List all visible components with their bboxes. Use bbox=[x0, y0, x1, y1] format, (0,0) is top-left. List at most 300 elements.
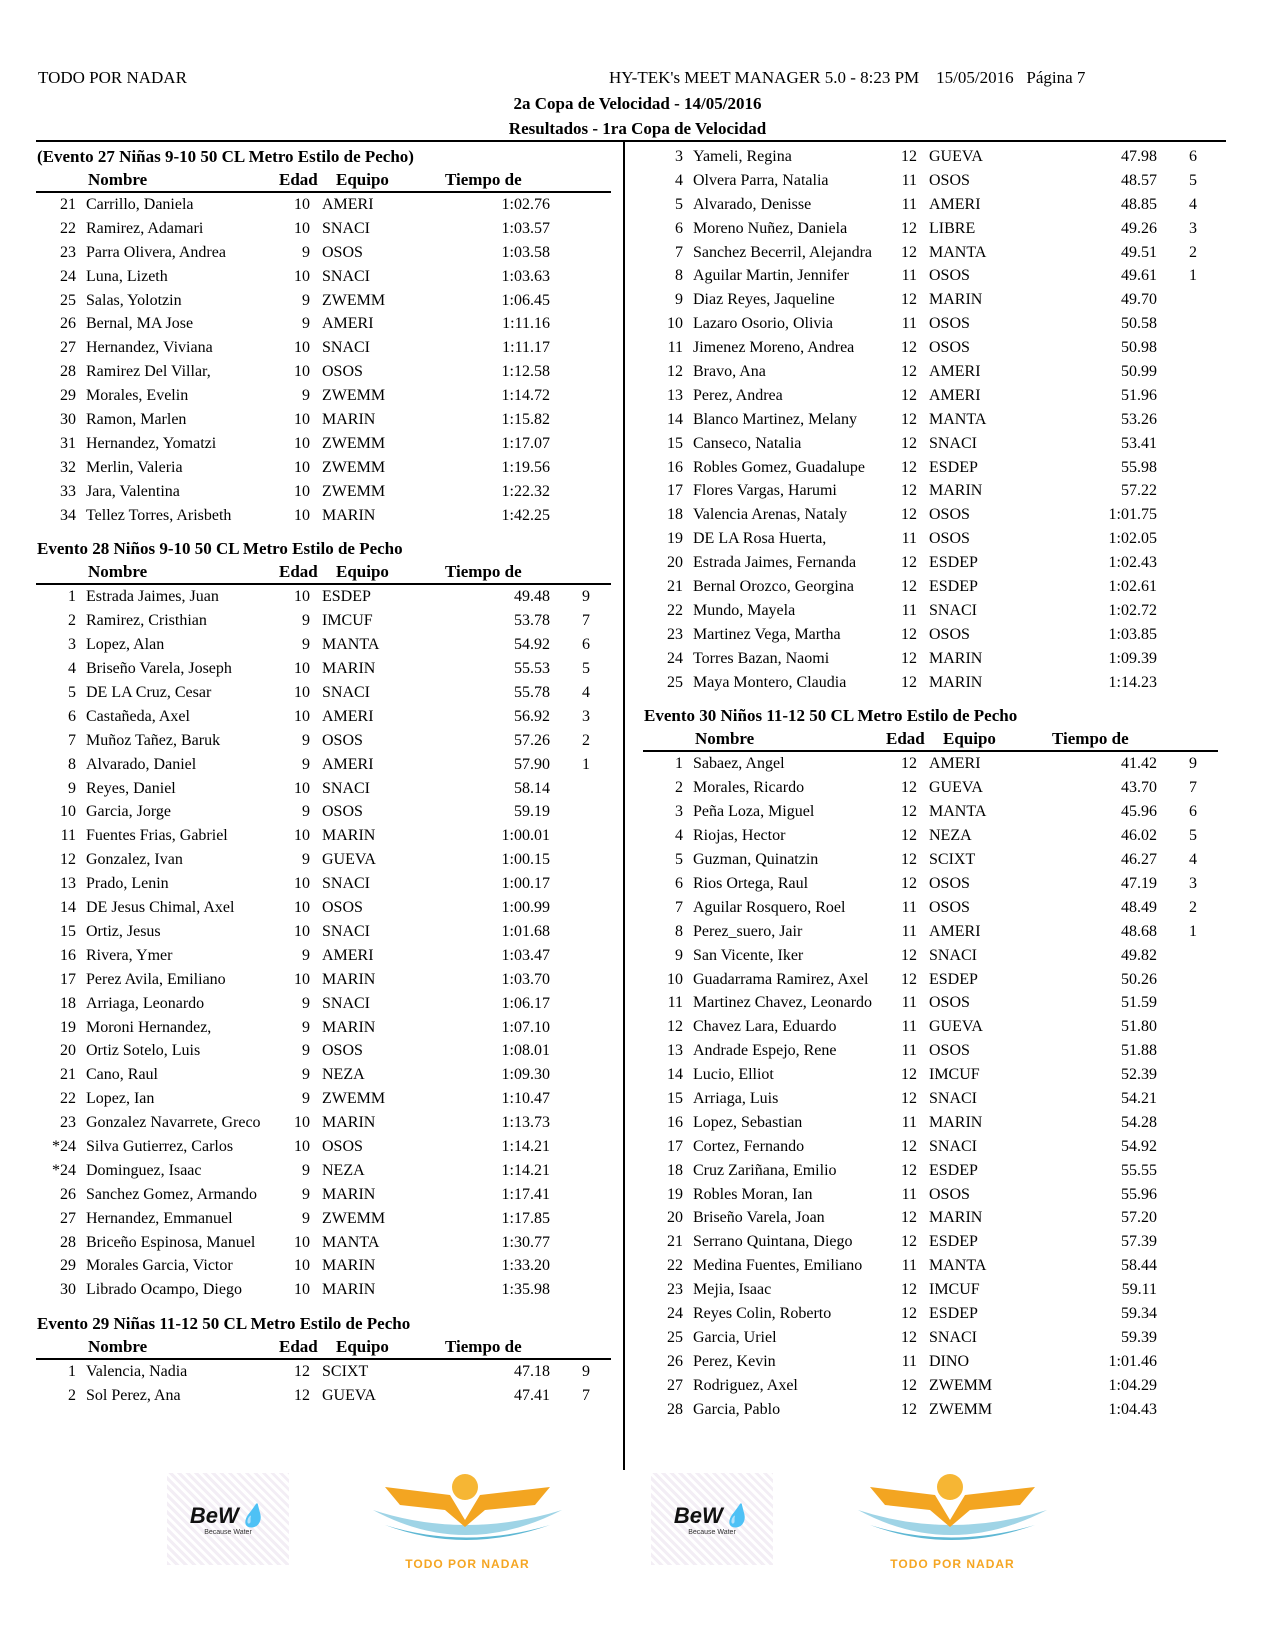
team: ZWEMM bbox=[929, 1400, 993, 1418]
time: 1:42.25 bbox=[501, 506, 550, 524]
swimmer-name: Diaz Reyes, Jaqueline bbox=[693, 291, 835, 309]
result-row bbox=[36, 456, 611, 480]
result-row bbox=[36, 1135, 611, 1159]
time: 47.19 bbox=[1121, 874, 1157, 892]
team: MARIN bbox=[929, 1113, 983, 1131]
team: ESDEP bbox=[929, 458, 978, 476]
result-row bbox=[643, 800, 1218, 824]
place: 21 bbox=[667, 578, 683, 596]
team: NEZA bbox=[322, 1066, 365, 1084]
swimmer-name: Castañeda, Axel bbox=[86, 707, 190, 725]
team: OSOS bbox=[322, 1042, 363, 1060]
time: 1:03.85 bbox=[1108, 625, 1157, 643]
place: 19 bbox=[667, 1185, 683, 1203]
age: 12 bbox=[901, 148, 917, 165]
section-gap bbox=[36, 1302, 611, 1312]
age: 12 bbox=[901, 1137, 917, 1155]
team: SNACI bbox=[929, 1137, 978, 1155]
result-row bbox=[36, 480, 611, 504]
event-section bbox=[36, 145, 611, 527]
age: 11 bbox=[901, 922, 917, 940]
age: 12 bbox=[901, 1281, 917, 1299]
place: 34 bbox=[60, 506, 76, 524]
time: 57.39 bbox=[1121, 1233, 1157, 1251]
place: 1 bbox=[68, 588, 76, 606]
result-row bbox=[643, 1183, 1218, 1207]
swimmer-name: Librado Ocampo, Diego bbox=[86, 1281, 242, 1299]
time: 51.80 bbox=[1121, 1018, 1157, 1036]
team: SNACI bbox=[322, 267, 371, 285]
section-gap bbox=[36, 527, 611, 537]
age: 10 bbox=[294, 779, 310, 797]
age: 9 bbox=[302, 1042, 310, 1060]
place: 20 bbox=[667, 554, 683, 572]
team: OSOS bbox=[322, 899, 363, 917]
swimmer-name: Robles Gomez, Guadalupe bbox=[693, 458, 865, 476]
team: ZWEMM bbox=[322, 458, 386, 476]
section-gap bbox=[643, 694, 1218, 704]
time: 50.58 bbox=[1121, 315, 1157, 333]
age: 12 bbox=[901, 1066, 917, 1084]
team: MANTA bbox=[929, 410, 987, 428]
column-header-tiempo: Tiempo de bbox=[445, 170, 522, 189]
time: 1:04.43 bbox=[1108, 1400, 1157, 1418]
result-row bbox=[643, 527, 1218, 551]
points: 4 bbox=[1189, 195, 1197, 213]
time: 53.41 bbox=[1121, 434, 1157, 452]
swimmer-name: Moroni Hernandez, bbox=[86, 1018, 212, 1036]
place: 24 bbox=[60, 267, 76, 285]
time: 57.22 bbox=[1121, 482, 1157, 500]
time: 59.19 bbox=[514, 803, 550, 821]
points: 7 bbox=[582, 1387, 590, 1405]
top-rule bbox=[36, 140, 1226, 142]
place: 10 bbox=[60, 803, 76, 821]
place: 29 bbox=[60, 1257, 76, 1275]
swimmer-name: Luna, Lizeth bbox=[86, 267, 168, 285]
swimmer-name: Cano, Raul bbox=[86, 1066, 158, 1084]
place: 1 bbox=[68, 1363, 76, 1381]
place: 25 bbox=[667, 673, 683, 691]
result-row bbox=[643, 1111, 1218, 1135]
column-headers bbox=[36, 169, 611, 193]
place: 8 bbox=[68, 755, 76, 773]
result-row bbox=[643, 1374, 1218, 1398]
points: 2 bbox=[1189, 898, 1197, 916]
team: OSOS bbox=[929, 1042, 970, 1060]
result-row bbox=[643, 1326, 1218, 1350]
team: OSOS bbox=[929, 506, 970, 524]
swimmer-name: Prado, Lenin bbox=[86, 875, 169, 893]
club-logo-text: TODO POR NADAR bbox=[890, 1557, 1015, 1571]
time: 1:17.41 bbox=[501, 1185, 550, 1203]
time: 1:02.76 bbox=[501, 196, 550, 213]
team: IMCUF bbox=[929, 1066, 980, 1084]
team: ESDEP bbox=[929, 1304, 978, 1322]
column-header-tiempo: Tiempo de bbox=[445, 562, 522, 582]
place: 6 bbox=[68, 707, 76, 725]
team: ZWEMM bbox=[929, 1376, 993, 1394]
result-row bbox=[36, 896, 611, 920]
time: 1:02.43 bbox=[1108, 554, 1157, 572]
team: OSOS bbox=[929, 994, 970, 1012]
team: OSOS bbox=[929, 1185, 970, 1203]
result-row bbox=[643, 1278, 1218, 1302]
age: 12 bbox=[901, 1328, 917, 1346]
team: AMERI bbox=[322, 315, 374, 333]
result-row bbox=[643, 1230, 1218, 1254]
points: 9 bbox=[582, 1363, 590, 1381]
swimmer-name: Garcia, Jorge bbox=[86, 803, 171, 821]
place: 18 bbox=[667, 1161, 683, 1179]
result-row bbox=[36, 968, 611, 992]
swimmer-name: Salas, Yolotzin bbox=[86, 291, 182, 309]
time: 50.26 bbox=[1121, 970, 1157, 988]
result-row bbox=[36, 1111, 611, 1135]
team: AMERI bbox=[929, 386, 981, 404]
time: 1:35.98 bbox=[501, 1281, 550, 1299]
time: 1:14.21 bbox=[501, 1161, 550, 1179]
club-logo-2 bbox=[850, 1465, 1055, 1575]
swimmer-name: Mundo, Mayela bbox=[693, 601, 796, 619]
place: 21 bbox=[667, 1233, 683, 1251]
points: 9 bbox=[1189, 755, 1197, 773]
time: 1:04.29 bbox=[1108, 1376, 1157, 1394]
result-row bbox=[643, 752, 1218, 776]
event-section bbox=[643, 704, 1218, 1421]
swimmer-name: Ramirez Del Villar, bbox=[86, 363, 211, 381]
swimmer-name: Lopez, Ian bbox=[86, 1090, 155, 1108]
place: 7 bbox=[68, 731, 76, 749]
place: 26 bbox=[667, 1352, 683, 1370]
swimmer-name: Torres Bazan, Naomi bbox=[693, 649, 830, 667]
place: 16 bbox=[667, 458, 683, 476]
column-header-equipo: Equipo bbox=[336, 170, 389, 189]
time: 47.98 bbox=[1121, 148, 1157, 165]
column-headers bbox=[36, 561, 611, 585]
age: 10 bbox=[294, 267, 310, 285]
age: 12 bbox=[901, 458, 917, 476]
place: 13 bbox=[667, 386, 683, 404]
time: 1:14.21 bbox=[501, 1137, 550, 1155]
swimmer-name: Maya Montero, Claudia bbox=[693, 673, 847, 691]
swimmer-name: Gonzalez Navarrete, Greco bbox=[86, 1114, 261, 1132]
swimmer-name: Olvera Parra, Natalia bbox=[693, 171, 829, 189]
place: 16 bbox=[667, 1113, 683, 1131]
time: 58.44 bbox=[1121, 1257, 1157, 1275]
swimmer-name: Aguilar Rosquero, Roel bbox=[693, 898, 846, 916]
time: 48.57 bbox=[1121, 171, 1157, 189]
result-row bbox=[643, 1350, 1218, 1374]
swimmer-name: Ramirez, Adamari bbox=[86, 219, 204, 237]
age: 12 bbox=[901, 339, 917, 357]
swimmer-name: Arriaga, Leonardo bbox=[86, 994, 205, 1012]
place: 5 bbox=[68, 684, 76, 702]
sponsor-logo-sub: Because Water bbox=[688, 1528, 736, 1536]
time: 1:15.82 bbox=[501, 411, 550, 429]
result-row bbox=[36, 360, 611, 384]
team: OSOS bbox=[929, 898, 970, 916]
time: 51.96 bbox=[1121, 386, 1157, 404]
result-row bbox=[36, 312, 611, 336]
age: 12 bbox=[901, 946, 917, 964]
age: 10 bbox=[294, 707, 310, 725]
team: AMERI bbox=[929, 922, 981, 940]
result-row bbox=[36, 729, 611, 753]
time: 55.55 bbox=[1121, 1161, 1157, 1179]
age: 9 bbox=[302, 755, 310, 773]
result-row bbox=[643, 1015, 1218, 1039]
time: 1:11.16 bbox=[502, 315, 550, 333]
points: 3 bbox=[1189, 874, 1197, 892]
time: 1:00.99 bbox=[501, 899, 550, 917]
time: 1:01.68 bbox=[501, 922, 550, 940]
swimmer-name: Morales, Ricardo bbox=[693, 779, 805, 797]
result-row bbox=[643, 824, 1218, 848]
points: 4 bbox=[1189, 851, 1197, 869]
result-row bbox=[36, 289, 611, 313]
time: 1:14.72 bbox=[501, 387, 550, 405]
place: 19 bbox=[667, 530, 683, 548]
swimmer-name: Serrano Quintana, Diego bbox=[693, 1233, 853, 1251]
age: 11 bbox=[901, 1257, 917, 1275]
team: OSOS bbox=[929, 315, 970, 333]
place: 21 bbox=[60, 1066, 76, 1084]
place: 2 bbox=[68, 612, 76, 630]
place: 17 bbox=[667, 1137, 683, 1155]
team: ESDEP bbox=[929, 970, 978, 988]
swimmer-name: Canseco, Natalia bbox=[693, 434, 802, 452]
time: 1:22.32 bbox=[501, 482, 550, 500]
team: ZWEMM bbox=[322, 291, 386, 309]
result-row bbox=[36, 265, 611, 289]
team: SNACI bbox=[322, 922, 371, 940]
team: SNACI bbox=[322, 875, 371, 893]
result-row bbox=[36, 753, 611, 777]
team: IMCUF bbox=[322, 612, 373, 630]
place: 22 bbox=[667, 1257, 683, 1275]
swimmer-name: Hernandez, Emmanuel bbox=[86, 1209, 233, 1227]
age: 9 bbox=[302, 1185, 310, 1203]
time: 53.78 bbox=[514, 612, 550, 630]
column-header-edad: Edad bbox=[279, 562, 318, 582]
age: 10 bbox=[294, 970, 310, 988]
swimmer-name: Bravo, Ana bbox=[693, 363, 766, 381]
age: 10 bbox=[294, 922, 310, 940]
time: 1:06.17 bbox=[501, 994, 550, 1012]
points: 1 bbox=[1189, 922, 1197, 940]
age: 12 bbox=[294, 1363, 310, 1381]
place: 24 bbox=[667, 649, 683, 667]
place: 4 bbox=[675, 171, 683, 189]
place: 1 bbox=[675, 755, 683, 773]
age: 11 bbox=[901, 601, 917, 619]
time: 56.92 bbox=[514, 707, 550, 725]
points: 6 bbox=[582, 636, 590, 654]
time: 41.42 bbox=[1121, 755, 1157, 773]
age: 9 bbox=[302, 1161, 310, 1179]
points: 3 bbox=[1189, 219, 1197, 237]
swimmer-name: Sol Perez, Ana bbox=[86, 1387, 181, 1405]
team: MARIN bbox=[322, 411, 376, 429]
result-row bbox=[643, 1159, 1218, 1183]
age: 12 bbox=[901, 1304, 917, 1322]
team: ESDEP bbox=[929, 554, 978, 572]
age: 10 bbox=[294, 660, 310, 678]
result-row bbox=[643, 647, 1218, 671]
column-header-equipo: Equipo bbox=[943, 729, 996, 749]
age: 9 bbox=[302, 946, 310, 964]
place: 8 bbox=[675, 922, 683, 940]
age: 10 bbox=[294, 506, 310, 524]
age: 12 bbox=[294, 1387, 310, 1405]
place: 2 bbox=[68, 1387, 76, 1405]
result-row bbox=[36, 609, 611, 633]
result-row bbox=[36, 408, 611, 432]
age: 12 bbox=[901, 363, 917, 381]
time: 43.70 bbox=[1121, 779, 1157, 797]
age: 10 bbox=[294, 1281, 310, 1299]
age: 9 bbox=[302, 851, 310, 869]
place: 31 bbox=[60, 434, 76, 452]
team: MANTA bbox=[322, 636, 380, 654]
page-header-org: TODO POR NADAR bbox=[38, 68, 187, 87]
age: 12 bbox=[901, 1400, 917, 1418]
swimmer-name: Hernandez, Yomatzi bbox=[86, 434, 217, 452]
team: MARIN bbox=[322, 1018, 376, 1036]
time: 57.26 bbox=[514, 731, 550, 749]
swimmer-name: Martinez Vega, Martha bbox=[693, 625, 841, 643]
team: ZWEMM bbox=[322, 1209, 386, 1227]
points: 5 bbox=[1189, 827, 1197, 845]
time: 1:17.07 bbox=[501, 434, 550, 452]
team: GUEVA bbox=[322, 851, 376, 869]
result-row bbox=[643, 599, 1218, 623]
team: OSOS bbox=[322, 731, 363, 749]
age: 10 bbox=[294, 875, 310, 893]
place: 27 bbox=[60, 339, 76, 357]
time: 59.39 bbox=[1121, 1328, 1157, 1346]
age: 12 bbox=[901, 1089, 917, 1107]
team: ESDEP bbox=[929, 1161, 978, 1179]
result-row bbox=[36, 432, 611, 456]
result-row bbox=[643, 241, 1218, 265]
age: 9 bbox=[302, 387, 310, 405]
time: 48.85 bbox=[1121, 195, 1157, 213]
place: 6 bbox=[675, 219, 683, 237]
swimmer-name: Ortiz, Jesus bbox=[86, 922, 161, 940]
time: 1:07.10 bbox=[501, 1018, 550, 1036]
swimmer-name: Lopez, Sebastian bbox=[693, 1113, 803, 1131]
time: 1:03.70 bbox=[501, 970, 550, 988]
place: 11 bbox=[60, 827, 76, 845]
team: MARIN bbox=[929, 673, 983, 691]
swimmer-name: Valencia, Nadia bbox=[86, 1363, 188, 1381]
swimmer-name: Chavez Lara, Eduardo bbox=[693, 1018, 837, 1036]
swimmer-name: Robles Moran, Ian bbox=[693, 1185, 813, 1203]
swimmer-name: San Vicente, Iker bbox=[693, 946, 804, 964]
time: 1:19.56 bbox=[501, 458, 550, 476]
place: 3 bbox=[675, 803, 683, 821]
age: 10 bbox=[294, 411, 310, 429]
age: 9 bbox=[302, 243, 310, 261]
result-row bbox=[643, 848, 1218, 872]
swimmer-name: Tellez Torres, Arisbeth bbox=[86, 506, 232, 524]
age: 12 bbox=[901, 506, 917, 524]
time: 1:03.63 bbox=[501, 267, 550, 285]
result-row bbox=[643, 551, 1218, 575]
team: AMERI bbox=[929, 195, 981, 213]
swimmer-name: Sabaez, Angel bbox=[693, 755, 785, 773]
place: 23 bbox=[667, 625, 683, 643]
time: 49.61 bbox=[1121, 267, 1157, 285]
age: 9 bbox=[302, 636, 310, 654]
team: OSOS bbox=[322, 1137, 363, 1155]
place: 13 bbox=[60, 875, 76, 893]
team: ESDEP bbox=[322, 588, 371, 606]
left-column bbox=[36, 145, 611, 1408]
place: 11 bbox=[667, 339, 683, 357]
age: 12 bbox=[901, 874, 917, 892]
result-row bbox=[643, 671, 1218, 695]
result-row bbox=[36, 1159, 611, 1183]
result-row bbox=[36, 872, 611, 896]
time: 1:30.77 bbox=[501, 1233, 550, 1251]
place: *24 bbox=[52, 1161, 76, 1179]
age: 11 bbox=[901, 898, 917, 916]
team: SNACI bbox=[322, 339, 371, 357]
time: 1:03.47 bbox=[501, 946, 550, 964]
time: 1:11.17 bbox=[502, 339, 550, 357]
place: 9 bbox=[675, 291, 683, 309]
team: MARIN bbox=[929, 482, 983, 500]
event-section bbox=[36, 1312, 611, 1408]
place: 30 bbox=[60, 411, 76, 429]
sponsor-logo-2 bbox=[651, 1473, 773, 1565]
team: GUEVA bbox=[929, 148, 983, 165]
result-row bbox=[643, 217, 1218, 241]
swimmer-name: Cortez, Fernando bbox=[693, 1137, 805, 1155]
age: 12 bbox=[901, 803, 917, 821]
time: 53.26 bbox=[1121, 410, 1157, 428]
swimmer-name: Lucio, Elliot bbox=[693, 1066, 774, 1084]
time: 54.92 bbox=[514, 636, 550, 654]
swimmer-name: Guzman, Quinatzin bbox=[693, 851, 819, 869]
column-header-edad: Edad bbox=[886, 729, 925, 749]
team: ESDEP bbox=[929, 578, 978, 596]
place: 23 bbox=[667, 1281, 683, 1299]
swimmer-name: Perez, Kevin bbox=[693, 1352, 776, 1370]
team: ZWEMM bbox=[322, 434, 386, 452]
age: 12 bbox=[901, 1161, 917, 1179]
swimmer-name: Medina Fuentes, Emiliano bbox=[693, 1257, 863, 1275]
team: LIBRE bbox=[929, 219, 976, 237]
swimmer-name: Mejia, Isaac bbox=[693, 1281, 772, 1299]
swimmer-name: Lazaro Osorio, Olivia bbox=[693, 315, 833, 333]
age: 10 bbox=[294, 1114, 310, 1132]
place: 18 bbox=[60, 994, 76, 1012]
swimmer-name: Carrillo, Daniela bbox=[86, 196, 194, 213]
page-header-software: HY-TEK's MEET MANAGER 5.0 - 8:23 PM 15/05/2016 Página 7 bbox=[609, 68, 1086, 87]
age: 11 bbox=[901, 1042, 917, 1060]
place: 20 bbox=[667, 1209, 683, 1227]
age: 12 bbox=[901, 434, 917, 452]
result-row bbox=[36, 657, 611, 681]
points: 2 bbox=[1189, 243, 1197, 261]
result-row bbox=[643, 169, 1218, 193]
team: OSOS bbox=[322, 243, 363, 261]
swimmer-name: Briseño Varela, Joan bbox=[693, 1209, 825, 1227]
